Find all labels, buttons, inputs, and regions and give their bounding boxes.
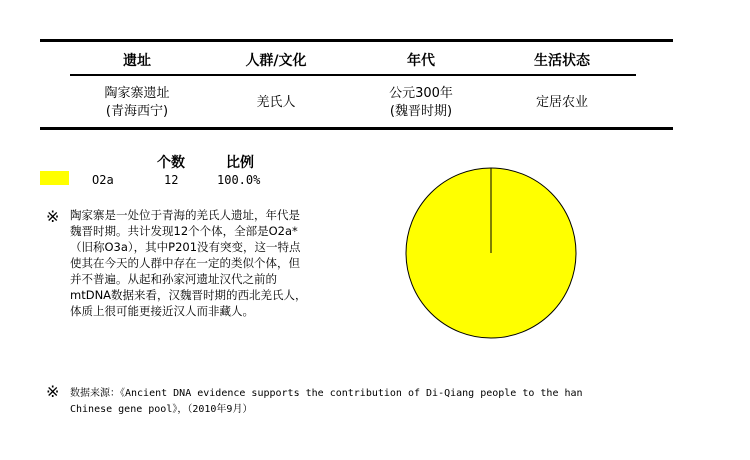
note-mark-description: ※	[46, 207, 60, 226]
description-line: 体质上很可能更接近汉人而非藏人。	[70, 304, 254, 318]
description-line: mtDNA数据来看，汉魏晋时期的西北羌氏人，	[70, 288, 307, 302]
source-line: 数据来源：《Ancient DNA evidence supports the contribution of Di-Qiang people to the han	[70, 388, 583, 399]
legend-count-header: 个数	[157, 155, 185, 171]
table-cell-site	[72, 85, 202, 121]
table-cell-lifestyle: 定居农业	[535, 95, 588, 110]
description-text	[70, 207, 370, 319]
site-location: (青海西宁)	[105, 104, 169, 119]
description-line: 并不普遍。从起和孙家河遗址汉代之前的	[70, 272, 277, 286]
table-header-population: 人群/文化	[245, 53, 307, 69]
table-header-rule	[70, 74, 636, 76]
description-line: 魏晋时期。共计发现12个个体，全部是O2a*	[70, 224, 298, 238]
table-cell-population: 羌氏人	[256, 95, 296, 110]
site-name: 陶家寨遗址	[104, 86, 170, 101]
table-header-period: 年代	[407, 53, 435, 69]
table-top-rule	[40, 39, 673, 42]
table-header-lifestyle: 生活状态	[534, 53, 590, 69]
table-bottom-rule	[40, 127, 673, 130]
source-line: Chinese gene pool》，（2010年9月）	[70, 404, 253, 415]
legend-swatch-o2a	[40, 171, 69, 185]
legend-count-o2a: 12	[164, 173, 179, 187]
note-mark-source: ※	[46, 382, 60, 401]
description-line: 陶家寨是一处位于青海的羌氏人遗址，年代是	[70, 208, 300, 222]
description-line: （旧称O3a），其中P201没有突变，这一特点	[70, 240, 301, 254]
legend-label-o2a: O2a	[92, 173, 114, 187]
table-header-site: 遗址	[123, 53, 151, 69]
legend-ratio-o2a: 100.0%	[217, 173, 261, 187]
description-line: 使其在今天的人群中存在一定的类似个体，但	[70, 256, 300, 270]
pie-chart	[401, 163, 581, 343]
source-text	[70, 386, 670, 418]
table-cell-period	[356, 85, 486, 121]
period-era: (魏晋时期)	[389, 104, 453, 119]
period-year: 公元300年	[389, 86, 453, 101]
legend-ratio-header: 比例	[226, 155, 254, 171]
